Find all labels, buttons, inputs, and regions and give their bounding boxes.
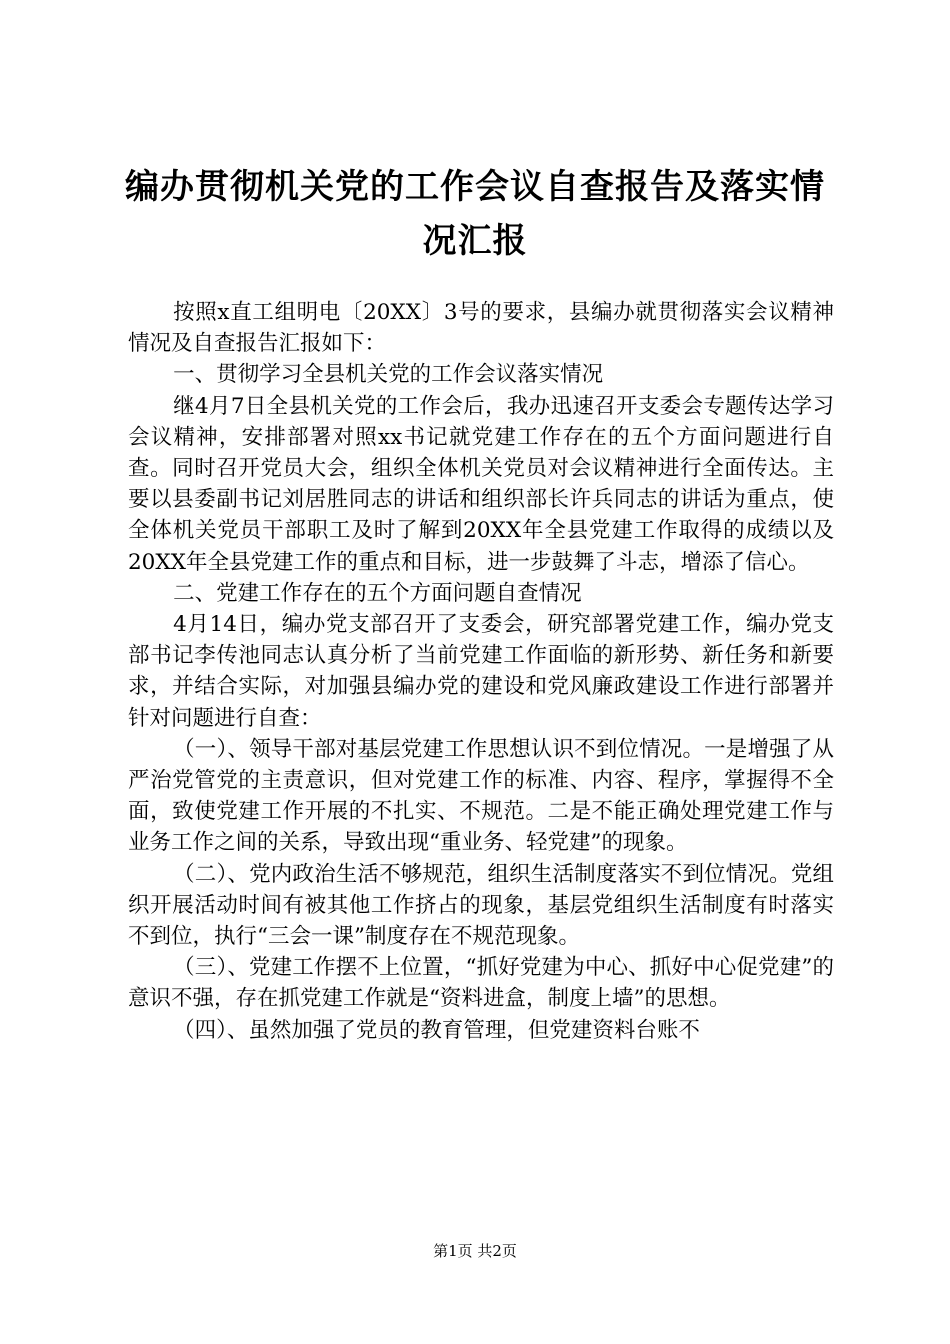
paragraph-item-3: （三）、党建工作摆不上位置，“抓好党建为中心、抓好中心促党建”的意识不强，存在抓党建工作就是“资料进盒，制度上墙”的思想。 (128, 955, 834, 1012)
paragraph-item-2: （二）、党内政治生活不够规范，组织生活制度落实不到位情况。党组织开展活动时间有被其他工作挤占的现象，基层党组织生活制度有时落实不到位，执行“三会一课”制度存在不规范现象。 (128, 861, 834, 950)
section-heading-2: 二、党建工作存在的五个方面问题自查情况 (173, 580, 582, 606)
paragraph-section-1: 继4月7日全县机关党的工作会后，我办迅速召开支委会专题传达学习会议精神，安排部署对照xx书记就党建工作存在的五个方面问题进行自查。同时召开党员大会，组织全体机关党员对会议精神进行全面传达。主要以县委副书记刘居胜同志的讲话和组织部长许兵同志的讲话为重点，使全体机关党员干部职工及时了解到20XX年全县党建工作取得的成绩以及20XX年全县党建工作的重点和目标，进一步鼓舞了斗志，增添了信心。 (128, 393, 834, 575)
section-heading-1: 一、贯彻学习全县机关党的工作会议落实情况 (173, 362, 604, 388)
paragraph-item-4: （四）、虽然加强了党员的教育管理，但党建资料台账不 (173, 1017, 700, 1043)
paragraph-intro: 按照x直工组明电〔20XX〕3号的要求，县编办就贯彻落实会议精神情况及自查报告汇报如下： (128, 300, 834, 357)
paragraph-item-1: （一）、领导干部对基层党建工作思想认识不到位情况。一是增强了从严治党管党的主责意识，但对党建工作的标准、内容、程序，掌握得不全面，致使党建工作开展的不扎实、不规范。二是不能正确处理党建工作与业务工作之间的关系，导致出现“重业务、轻党建”的现象。 (128, 736, 834, 856)
paragraph-section-2: 4月14日，编办党支部召开了支委会，研究部署党建工作，编办党支部书记李传池同志认真分析了当前党建工作面临的新形势、新任务和新要求，并结合实际，对加强县编办党的建设和党风廉政建设工作进行部署并针对问题进行自查： (128, 612, 834, 731)
document-body (128, 297, 834, 1046)
document-title: 编办贯彻机关党的工作会议自查报告及落实情况汇报 (125, 167, 825, 261)
page-number-footer: 第1页 共2页 (433, 1242, 517, 1260)
